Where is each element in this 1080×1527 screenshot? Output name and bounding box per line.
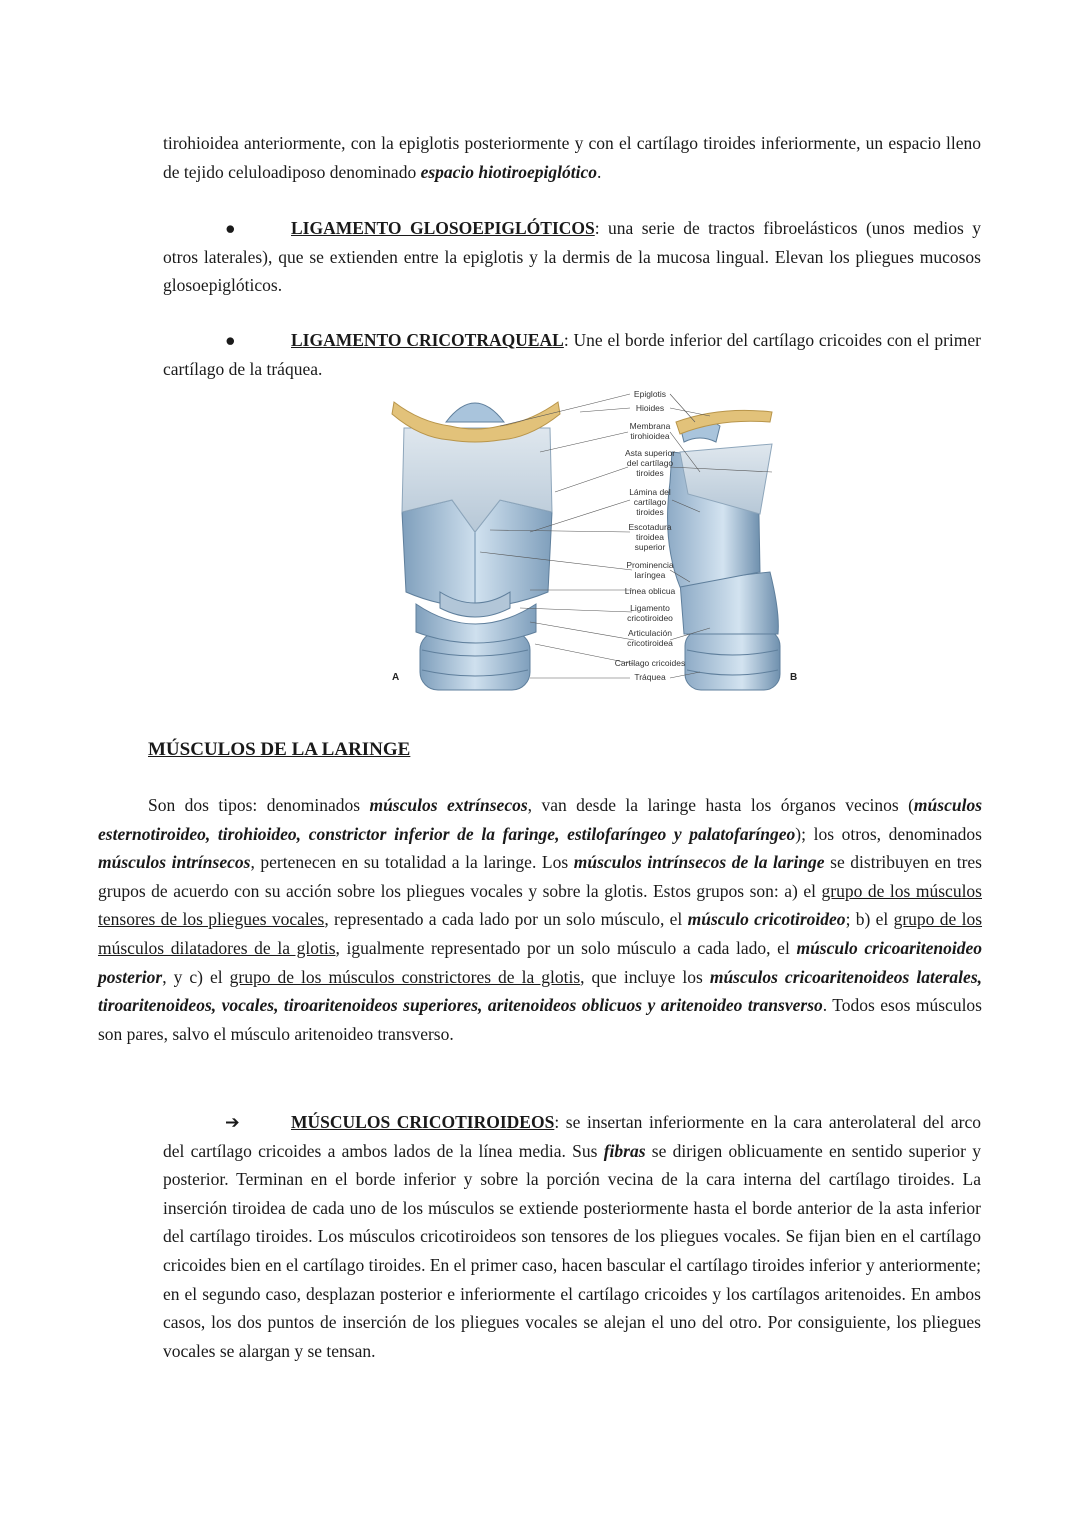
label-laringea: laríngea [634, 570, 666, 580]
arrow-item-musculos-cricotiroideos [163, 1108, 981, 1365]
paragraph-1-run: se distribuyen en tres grupos de acuerdo con su acción sobre los pliegues vocales y sobre la glotis. Estos grupos son: a) el [98, 852, 982, 901]
section-paragraph-1 [98, 791, 982, 1048]
arrow-item-run: se dirigen oblicuamente en sentido superior y posterior. Terminan en el borde inferior y sobre la porción vecina de la cara interna del cartílago tiroides. La inserción tiroidea de cada uno de los músculos se extiende posteriormente hasta el borde anterior de la asta inferior del cartílago tiroides. Los músculos cricotiroideos son tensores de los pliegues vocales. Se fijan bien en el cartílago cricoides bien en el cartílago tiroides. En el primer caso, hacen bascular el cartílago tiroides inferior y anteriormente; en el segundo caso, desplazan posterior e inferiormente el cartílago cricoides y los cartílagos aritenoides. En ambos casos, los dos puntos de inserción de los pliegues vocales se alejan el uno del otro. Por consiguiente, los pliegues vocales se alargan y se tensan. [163, 1140, 981, 1361]
label-tirohioidea: tirohioidea [630, 431, 670, 441]
paragraph-1-run: , que incluye los [580, 966, 710, 987]
larynx-illustration [380, 382, 810, 694]
bullet-text: : Une el borde inferior del cartílago cricoides con el primer cartílago de la tráquea. [163, 330, 981, 379]
panel-a-drawing [392, 402, 560, 690]
bullet-icon: ● [225, 330, 236, 350]
label-membrana: Membrana [629, 421, 671, 431]
label-traquea: Tráquea [634, 672, 666, 682]
intro-line-2-pre: espacio lleno de tejido celuloadiposo denominado [163, 133, 981, 182]
arrow-right-icon: ➔ [225, 1112, 240, 1132]
panel-b-letter: B [790, 672, 798, 683]
bullet-term: LIGAMENTO CRICOTRAQUEAL [291, 330, 564, 350]
label-ligamento: Ligamento [630, 603, 670, 613]
intro-line-1: tirohioidea anteriormente, con la epiglotis posteriormente y con el cartílago tiroides inferiormente, un [163, 133, 884, 153]
panel-b-drawing [668, 410, 780, 690]
paragraph-1-run: ; b) el [845, 909, 894, 930]
label-linea-oblicua: Línea oblicua [624, 586, 676, 596]
paragraph-1-run: músculos cricoaritenoideos laterales, tiroaritenoideos, vocales, tiroaritenoideos superiores, aritenoideos oblicuos y aritenoideo transverso [98, 966, 983, 1016]
intro-paragraph [163, 129, 981, 186]
paragraph-1-run: grupo de los músculos tensores de los pliegues vocales [98, 880, 982, 930]
paragraph-1-run: músculo cricotiroideo [687, 909, 846, 930]
paragraph-1-run: músculo cricoaritenoideo posterior [98, 937, 982, 987]
paragraph-1-run: , pertenecen en su totalidad a la laringe. Los [250, 852, 574, 873]
bullet-ligamento-glosoepigloticos [163, 214, 981, 300]
paragraph-1-run: músculos esternotiroideo, tirohioideo, constrictor inferior de la faringe, estilofaríngeo y palatofaríngeo [98, 795, 982, 844]
label-superior: superior [634, 542, 666, 552]
label-cricotiroideo: cricotiroideo [627, 613, 673, 623]
bullet-text: : una serie de tractos fibroelásticos (unos medios y otros laterales), que se extienden entre la epiglotis y la dermis de la mucosa lingual. Elevan los pliegues mucosos glosoepiglóticos. [163, 218, 982, 296]
paragraph-1-run: ); los otros, denominados [795, 823, 982, 844]
label-articulacion: Articulación [628, 628, 672, 638]
paragraph-1-run: , van desde la laringe hasta los órganos vecinos ( [527, 795, 914, 815]
paragraph-1-run: grupo de los músculos constrictores de la glotis [229, 966, 581, 987]
paragraph-1-run: , igualmente representado por un solo músculo a cada lado, el [335, 937, 797, 958]
label-lamina-del: Lámina del [629, 487, 671, 497]
label-epiglotis: Epiglotis [633, 389, 667, 399]
term-espacio-hiotiroepiglotico: espacio hiotiroepiglótico [420, 161, 598, 182]
paragraph-1-run: , y c) el [162, 966, 230, 987]
label-escotadura: Escotadura [628, 522, 672, 532]
arrow-item-run: fibras [603, 1140, 646, 1161]
paragraph-1-run: , representado a cada lado por un solo músculo, el [324, 909, 688, 930]
label-del-cartilago: del cartílago [626, 458, 674, 468]
label-hioides: Hioides [635, 403, 665, 413]
paragraph-1-run: Son dos tipos: denominados [148, 795, 370, 815]
bullet-icon: ● [225, 218, 236, 238]
paragraph-1-run: músculos intrínsecos de la laringe [573, 852, 825, 873]
label-asta-superior: Asta superior [624, 448, 676, 458]
bullet-ligamento-cricotraqueal [163, 326, 981, 383]
section-heading: MÚSCULOS DE LA LARINGE [148, 739, 411, 760]
intro-line-2-post: . [597, 161, 602, 182]
label-prominencia: Prominencia [626, 560, 674, 570]
panel-a-letter: A [392, 672, 400, 683]
label-tiroides-2: tiroides [636, 507, 664, 517]
paragraph-1-run: grupo de los músculos dilatadores de la glotis [98, 909, 983, 958]
paragraph-1-run: . Todos esos músculos son pares, salvo el músculo aritenoideo transverso. [98, 995, 982, 1044]
arrow-item-run: : se insertan inferiormente en la cara anterolateral del arco del cartílago cricoides a ambos lados de la línea media. Sus [163, 1112, 982, 1161]
paragraph-1-run: músculos intrínsecos [98, 852, 251, 873]
arrow-item-text [163, 1112, 981, 1361]
label-cartilago-cricoides: Cartílago cricoides [614, 658, 686, 668]
bullet-term: LIGAMENTO GLOSOEPIGLÓTICOS [291, 218, 595, 238]
label-cricotiroidea: cricotiroidea [627, 638, 673, 648]
label-tiroides-1: tiroides [636, 468, 664, 478]
label-cartilago: cartílago [633, 497, 667, 507]
label-tiroidea: tiroidea [636, 532, 664, 542]
arrow-item-term: MÚSCULOS CRICOTIROIDEOS [291, 1112, 555, 1132]
paragraph-1-run: músculos extrínsecos [369, 795, 528, 815]
